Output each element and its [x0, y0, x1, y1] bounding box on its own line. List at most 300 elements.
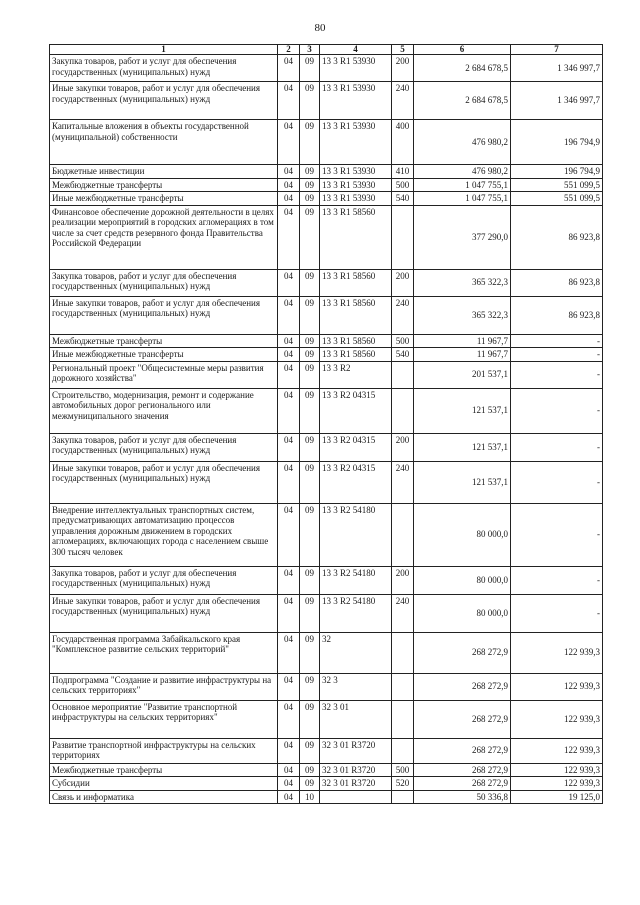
- row-section-text: 04: [284, 764, 293, 775]
- row-section: [278, 790, 300, 804]
- table-row: [50, 348, 603, 362]
- row-amount-col7: [511, 790, 603, 804]
- row-amount-col6: [414, 348, 511, 362]
- row-amount-col6: [414, 461, 511, 503]
- row-amount-col7-text: 86 923,8: [568, 309, 600, 320]
- row-subsection-text: 09: [305, 206, 314, 217]
- row-name: [50, 120, 278, 165]
- row-expense-type: [392, 120, 414, 165]
- row-expense-type-text: 400: [395, 121, 410, 131]
- table-row: [50, 777, 603, 791]
- row-subsection: [300, 269, 320, 296]
- row-name: [50, 296, 278, 334]
- row-name-text: Межбюджетные трансферты: [52, 179, 163, 190]
- row-target-article-text: 13 3 R1 53930: [322, 121, 376, 131]
- row-amount-col7-text: -: [597, 607, 600, 618]
- header-cell: 7: [511, 45, 603, 55]
- row-subsection: [300, 205, 320, 269]
- row-section: [278, 738, 300, 763]
- row-section-text: 04: [284, 349, 293, 359]
- row-amount-col7: [511, 55, 603, 82]
- row-expense-type: [392, 55, 414, 82]
- row-section-text: 04: [284, 739, 293, 750]
- row-target-article: [320, 594, 392, 632]
- row-amount-col6-text: 268 272,9: [472, 764, 508, 775]
- row-amount-col7: [511, 120, 603, 165]
- row-target-article-text: 13 3 R1 53930: [322, 56, 376, 66]
- row-amount-col7-text: 1 346 997,7: [557, 95, 600, 106]
- row-target-article: [320, 461, 392, 503]
- row-expense-type-text: 520: [395, 778, 410, 788]
- row-target-article: [320, 361, 392, 388]
- row-amount-col6-text: 268 272,9: [472, 681, 508, 692]
- row-expense-type: [392, 673, 414, 700]
- row-target-article: [320, 348, 392, 362]
- row-section: [278, 433, 300, 461]
- row-amount-col7-text: -: [597, 369, 600, 380]
- row-expense-type-text: 200: [395, 56, 410, 66]
- row-section: [278, 632, 300, 673]
- row-expense-type-text: 240: [395, 595, 410, 606]
- table-row: [50, 503, 603, 566]
- row-amount-col6-text: 377 290,0: [472, 231, 508, 242]
- row-name: [50, 790, 278, 804]
- table-row: [50, 334, 603, 348]
- row-amount-col6-text: 268 272,9: [472, 647, 508, 658]
- row-amount-col6: [414, 205, 511, 269]
- row-subsection: [300, 388, 320, 433]
- row-subsection: [300, 296, 320, 334]
- row-amount-col7: [511, 178, 603, 192]
- row-amount-col7: [511, 777, 603, 791]
- row-target-article: [320, 269, 392, 296]
- row-target-article-text: 13 3 R2 54180: [322, 504, 376, 515]
- row-target-article: [320, 777, 392, 791]
- row-name: [50, 82, 278, 120]
- table-row: [50, 388, 603, 433]
- row-expense-type: [392, 192, 414, 206]
- row-section: [278, 673, 300, 700]
- row-subsection: [300, 165, 320, 179]
- table-row: [50, 120, 603, 165]
- row-amount-col7-text: 122 939,3: [564, 764, 600, 775]
- row-expense-type-text: 240: [395, 83, 410, 93]
- row-subsection-text: 09: [305, 362, 314, 373]
- row-amount-col6-text: 476 980,2: [472, 166, 508, 176]
- row-target-article-text: 13 3 R2: [322, 362, 351, 373]
- row-target-article: [320, 566, 392, 594]
- row-name: [50, 433, 278, 461]
- table-row: [50, 461, 603, 503]
- row-target-article-text: 13 3 R1 53930: [322, 83, 376, 93]
- row-expense-type: [392, 348, 414, 362]
- row-subsection: [300, 738, 320, 763]
- row-amount-col6: [414, 165, 511, 179]
- table-row: [50, 55, 603, 82]
- row-target-article: [320, 55, 392, 82]
- row-subsection-text: 09: [305, 349, 314, 359]
- row-section: [278, 503, 300, 566]
- row-name: [50, 269, 278, 296]
- row-section: [278, 55, 300, 82]
- row-amount-col7: [511, 461, 603, 503]
- row-amount-col6: [414, 632, 511, 673]
- row-subsection-text: 09: [305, 389, 314, 400]
- row-target-article: [320, 503, 392, 566]
- row-section-text: 04: [284, 270, 293, 281]
- row-name: [50, 700, 278, 738]
- row-section-text: 04: [284, 633, 293, 644]
- table-row: [50, 82, 603, 120]
- row-amount-col7-text: -: [597, 405, 600, 416]
- row-amount-col7: [511, 433, 603, 461]
- table-row: [50, 269, 603, 296]
- row-section: [278, 205, 300, 269]
- row-section-text: 04: [284, 297, 293, 308]
- row-section-text: 04: [284, 179, 293, 190]
- row-name: [50, 673, 278, 700]
- row-expense-type: [392, 777, 414, 791]
- row-name: [50, 192, 278, 206]
- row-subsection: [300, 82, 320, 120]
- row-section: [278, 566, 300, 594]
- row-amount-col6: [414, 269, 511, 296]
- row-name-text: Иные межбюджетные трансферты: [52, 193, 184, 203]
- row-name-text: Иные закупки товаров, работ и услуг для обеспечения государственных (муниципальных) нужд: [52, 297, 260, 318]
- table-row: [50, 566, 603, 594]
- row-section: [278, 361, 300, 388]
- row-target-article-text: 32 3 01 R3720: [322, 739, 376, 750]
- row-target-article-text: 13 3 R1 53930: [322, 193, 376, 203]
- row-name-text: Подпрограмма "Создание и развитие инфраструктуры на сельских территориях": [52, 674, 272, 695]
- row-name-text: Финансовое обеспечение дорожной деятельности в целях реализации мероприятий в городских агломерациях в том числе за счет средств резервного фонда Правительства Российской Федерации: [52, 206, 274, 248]
- row-amount-col6-text: 80 000,0: [476, 607, 508, 618]
- row-subsection-text: 09: [305, 778, 314, 788]
- row-expense-type: [392, 334, 414, 348]
- row-subsection-text: 09: [305, 567, 314, 578]
- row-section-text: 04: [284, 193, 293, 203]
- row-target-article-text: 13 3 R2 04315: [322, 389, 376, 400]
- row-amount-col7: [511, 165, 603, 179]
- row-amount-col6: [414, 673, 511, 700]
- row-amount-col6-text: 268 272,9: [472, 778, 508, 788]
- row-section-text: 04: [284, 778, 293, 788]
- row-name-text: Внедрение интеллектуальных транспортных систем, предусматривающих автоматизацию процессов управления дорожным движением в городских агломерациях, включающих города с населением свыше 300 тысяч человек: [52, 504, 269, 557]
- row-amount-col7-text: 122 939,3: [564, 745, 600, 756]
- row-name: [50, 594, 278, 632]
- row-section-text: 04: [284, 504, 293, 515]
- header-cell: 3: [300, 45, 320, 55]
- row-target-article: [320, 738, 392, 763]
- header-cell: 5: [392, 45, 414, 55]
- row-amount-col6-text: 121 537,1: [472, 441, 508, 452]
- row-section: [278, 178, 300, 192]
- row-amount-col7-text: 551 099,5: [564, 193, 600, 203]
- row-name-text: Закупка товаров, работ и услуг для обеспечения государственных (муниципальных) нужд: [52, 270, 237, 291]
- row-subsection-text: 09: [305, 297, 314, 308]
- row-amount-col7-text: -: [597, 476, 600, 487]
- row-target-article-text: 32 3: [322, 674, 338, 685]
- row-section-text: 04: [284, 701, 293, 712]
- row-expense-type: [392, 632, 414, 673]
- row-subsection: [300, 700, 320, 738]
- row-expense-type: [392, 178, 414, 192]
- row-amount-col7: [511, 503, 603, 566]
- row-amount-col6: [414, 296, 511, 334]
- row-amount-col6-text: 365 322,3: [472, 277, 508, 288]
- row-expense-type: [392, 269, 414, 296]
- row-name: [50, 777, 278, 791]
- row-amount-col7: [511, 566, 603, 594]
- row-section: [278, 165, 300, 179]
- row-expense-type: [392, 165, 414, 179]
- row-amount-col7: [511, 334, 603, 348]
- row-target-article: [320, 763, 392, 777]
- row-amount-col6-text: 50 336,8: [476, 791, 508, 802]
- row-amount-col7: [511, 348, 603, 362]
- header-cell: 6: [414, 45, 511, 55]
- table-row: [50, 632, 603, 673]
- row-amount-col7-text: 122 939,3: [564, 681, 600, 692]
- row-subsection-text: 09: [305, 633, 314, 644]
- row-amount-col6: [414, 503, 511, 566]
- row-target-article: [320, 178, 392, 192]
- row-section-text: 04: [284, 462, 293, 473]
- row-target-article: [320, 632, 392, 673]
- row-subsection: [300, 192, 320, 206]
- row-subsection-text: 09: [305, 56, 314, 66]
- row-subsection: [300, 334, 320, 348]
- row-section-text: 04: [284, 121, 293, 131]
- row-subsection: [300, 461, 320, 503]
- row-amount-col6: [414, 777, 511, 791]
- row-target-article-text: 13 3 R2 54180: [322, 595, 376, 606]
- row-section-text: 04: [284, 674, 293, 685]
- row-target-article-text: 32 3 01: [322, 701, 349, 712]
- row-amount-col6: [414, 790, 511, 804]
- row-section-text: 04: [284, 335, 293, 346]
- row-name-text: Основное мероприятие "Развитие транспортной инфраструктуры на сельских территориях": [52, 701, 238, 722]
- row-amount-col7-text: 122 939,3: [564, 778, 600, 788]
- row-section: [278, 334, 300, 348]
- row-amount-col6: [414, 433, 511, 461]
- row-amount-col6-text: 80 000,0: [476, 529, 508, 540]
- row-subsection: [300, 503, 320, 566]
- row-expense-type: [392, 790, 414, 804]
- row-amount-col7-text: 122 939,3: [564, 713, 600, 724]
- row-amount-col7-text: -: [597, 349, 600, 359]
- row-subsection-text: 09: [305, 121, 314, 131]
- row-target-article: [320, 120, 392, 165]
- row-section-text: 04: [284, 567, 293, 578]
- row-amount-col7-text: -: [597, 441, 600, 452]
- row-subsection-text: 09: [305, 335, 314, 346]
- table-row: [50, 433, 603, 461]
- row-amount-col6-text: 476 980,2: [472, 136, 508, 147]
- row-name: [50, 388, 278, 433]
- row-amount-col6: [414, 388, 511, 433]
- row-amount-col7-text: 86 923,8: [568, 231, 600, 242]
- row-name: [50, 566, 278, 594]
- row-name: [50, 165, 278, 179]
- row-section: [278, 296, 300, 334]
- row-target-article-text: 13 3 R1 53930: [322, 179, 376, 190]
- row-amount-col7: [511, 632, 603, 673]
- row-section-text: 04: [284, 206, 293, 217]
- row-subsection-text: 09: [305, 674, 314, 685]
- row-amount-col7-text: 1 346 997,7: [557, 62, 600, 73]
- row-subsection: [300, 790, 320, 804]
- row-subsection: [300, 594, 320, 632]
- row-expense-type: [392, 700, 414, 738]
- row-section: [278, 763, 300, 777]
- row-section: [278, 120, 300, 165]
- row-section-text: 04: [284, 166, 293, 176]
- row-name-text: Иные межбюджетные трансферты: [52, 349, 184, 359]
- row-name-text: Субсидии: [52, 778, 90, 788]
- row-expense-type: [392, 361, 414, 388]
- row-target-article: [320, 334, 392, 348]
- row-name: [50, 763, 278, 777]
- row-amount-col6-text: 268 272,9: [472, 745, 508, 756]
- row-name-text: Закупка товаров, работ и услуг для обеспечения государственных (муниципальных) нужд: [52, 434, 237, 455]
- row-expense-type-text: 200: [395, 434, 410, 445]
- row-section: [278, 348, 300, 362]
- row-target-article-text: 13 3 R2 04315: [322, 434, 376, 445]
- row-subsection: [300, 178, 320, 192]
- row-amount-col6: [414, 594, 511, 632]
- row-expense-type: [392, 738, 414, 763]
- row-amount-col6-text: 121 537,1: [472, 476, 508, 487]
- row-subsection-text: 09: [305, 270, 314, 281]
- table-row: [50, 205, 603, 269]
- row-amount-col6: [414, 55, 511, 82]
- row-amount-col6: [414, 178, 511, 192]
- row-section-text: 04: [284, 83, 293, 93]
- header-cell: 4: [320, 45, 392, 55]
- row-expense-type-text: 240: [395, 462, 410, 473]
- row-section: [278, 461, 300, 503]
- row-target-article: [320, 433, 392, 461]
- row-section: [278, 700, 300, 738]
- row-expense-type-text: 500: [395, 764, 410, 775]
- table-row: [50, 361, 603, 388]
- row-subsection: [300, 632, 320, 673]
- row-name: [50, 55, 278, 82]
- row-amount-col7: [511, 296, 603, 334]
- row-target-article: [320, 165, 392, 179]
- row-amount-col6: [414, 361, 511, 388]
- row-target-article: [320, 296, 392, 334]
- row-name-text: Государственная программа Забайкальского края "Комплексное развитие сельских территорий": [52, 633, 241, 654]
- table-row: [50, 700, 603, 738]
- row-section-text: 04: [284, 791, 293, 802]
- row-section: [278, 388, 300, 433]
- row-name-text: Бюджетные инвестиции: [52, 166, 145, 176]
- row-target-article: [320, 388, 392, 433]
- row-section: [278, 594, 300, 632]
- row-subsection-text: 09: [305, 434, 314, 445]
- row-subsection: [300, 777, 320, 791]
- row-amount-col7: [511, 361, 603, 388]
- row-name-text: Строительство, модернизация, ремонт и содержание автомобильных дорог регионального или межмуниципального значения: [52, 389, 254, 421]
- header-cell: 1: [50, 45, 278, 55]
- row-section-text: 04: [284, 389, 293, 400]
- row-section: [278, 82, 300, 120]
- row-amount-col7: [511, 192, 603, 206]
- row-subsection: [300, 566, 320, 594]
- row-subsection-text: 09: [305, 764, 314, 775]
- row-name-text: Связь и информатика: [52, 791, 134, 802]
- table-row: [50, 165, 603, 179]
- row-subsection: [300, 361, 320, 388]
- row-amount-col6-text: 11 967,7: [476, 335, 508, 346]
- row-name: [50, 205, 278, 269]
- row-subsection-text: 09: [305, 83, 314, 93]
- row-expense-type: [392, 433, 414, 461]
- row-expense-type: [392, 503, 414, 566]
- row-amount-col7-text: 19 125,0: [568, 791, 600, 802]
- row-amount-col6: [414, 192, 511, 206]
- row-expense-type-text: 540: [395, 349, 410, 359]
- row-target-article: [320, 700, 392, 738]
- row-section: [278, 192, 300, 206]
- row-name: [50, 632, 278, 673]
- row-name-text: Иные закупки товаров, работ и услуг для обеспечения государственных (муниципальных) нужд: [52, 462, 260, 483]
- row-target-article-text: 13 3 R1 58560: [322, 270, 376, 281]
- row-subsection-text: 09: [305, 166, 314, 176]
- row-amount-col6: [414, 700, 511, 738]
- row-name-text: Развитие транспортной инфраструктуры на сельских территориях: [52, 739, 256, 760]
- header-row: [50, 45, 603, 55]
- table-row: [50, 738, 603, 763]
- row-target-article-text: 13 3 R2 54180: [322, 567, 376, 578]
- row-amount-col7: [511, 82, 603, 120]
- row-amount-col6: [414, 120, 511, 165]
- row-name-text: Межбюджетные трансферты: [52, 764, 163, 775]
- row-amount-col7-text: 196 794,9: [564, 136, 600, 147]
- row-name-text: Капитальные вложения в объекты государственной (муниципальной) собственности: [52, 121, 249, 142]
- row-amount-col7-text: -: [597, 529, 600, 540]
- row-amount-col7-text: 86 923,8: [568, 277, 600, 288]
- table-row: [50, 790, 603, 804]
- row-expense-type: [392, 566, 414, 594]
- row-subsection-text: 09: [305, 462, 314, 473]
- page-number: 80: [314, 22, 326, 34]
- row-expense-type: [392, 296, 414, 334]
- row-amount-col6-text: 201 537,1: [472, 369, 508, 380]
- row-expense-type-text: 200: [395, 567, 410, 578]
- row-subsection-text: 09: [305, 179, 314, 190]
- row-name: [50, 738, 278, 763]
- row-target-article-text: 32 3 01 R3720: [322, 764, 376, 775]
- row-target-article: [320, 205, 392, 269]
- row-target-article-text: 13 3 R1 58560: [322, 297, 376, 308]
- row-name: [50, 461, 278, 503]
- row-name: [50, 503, 278, 566]
- row-amount-col6-text: 121 537,1: [472, 405, 508, 416]
- table-row: [50, 594, 603, 632]
- row-subsection-text: 09: [305, 739, 314, 750]
- row-target-article: [320, 82, 392, 120]
- row-amount-col7: [511, 673, 603, 700]
- row-amount-col6-text: 1 047 755,1: [465, 179, 508, 190]
- row-expense-type-text: 200: [395, 270, 410, 281]
- row-name-text: Закупка товаров, работ и услуг для обеспечения государственных (муниципальных) нужд: [52, 56, 237, 77]
- table-row: [50, 673, 603, 700]
- row-amount-col7-text: -: [597, 335, 600, 346]
- row-expense-type-text: 500: [395, 179, 410, 190]
